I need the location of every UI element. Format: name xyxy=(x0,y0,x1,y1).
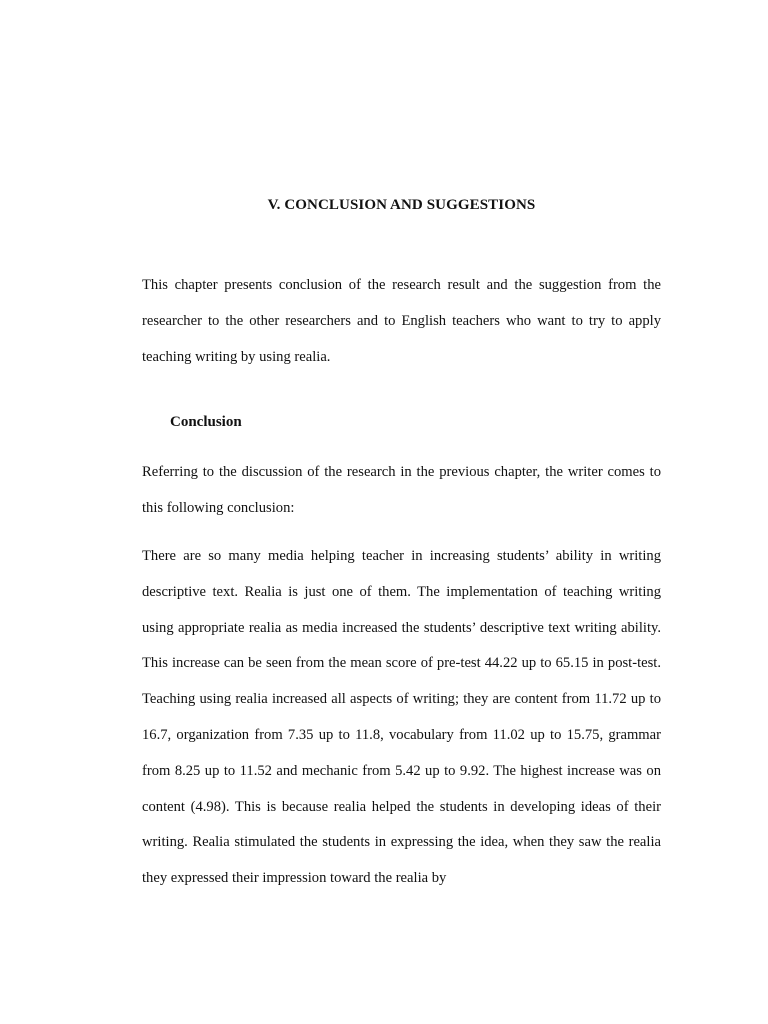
body-paragraph: There are so many media helping teacher in increasing students’ ability in writing descriptive text. Realia is just one of them. The implementation of teaching writing using appropriate realia as media increased the students’ descriptive text writing ability. This increase can be seen from the mean score of pre-test 44.22 up to 65.15 in post-test. Teaching using realia increased all aspects of writing; they are content from 11.72 up to 16.7, organization from 7.35 up to 11.8, vocabulary from 11.02 up to 15.75, grammar from 8.25 up to 11.52 and mechanic from 5.42 up to 9.92. The highest increase was on content (4.98). This is because realia helped the students in developing ideas of their writing. Realia stimulated the students in expressing the idea, when they saw the realia they expressed their impression toward the realia by xyxy=(142,548,661,887)
intro-paragraph: This chapter presents conclusion of the research result and the suggestion from the researcher to the other researchers and to English teachers who want to try to apply teaching writing by using realia. xyxy=(142,277,661,365)
chapter-title: V. CONCLUSION AND SUGGESTIONS xyxy=(267,197,536,213)
lead-paragraph: Referring to the discussion of the research in the previous chapter, the writer comes to this following conclusion: xyxy=(142,464,661,516)
section-heading-conclusion: Conclusion xyxy=(170,414,242,430)
